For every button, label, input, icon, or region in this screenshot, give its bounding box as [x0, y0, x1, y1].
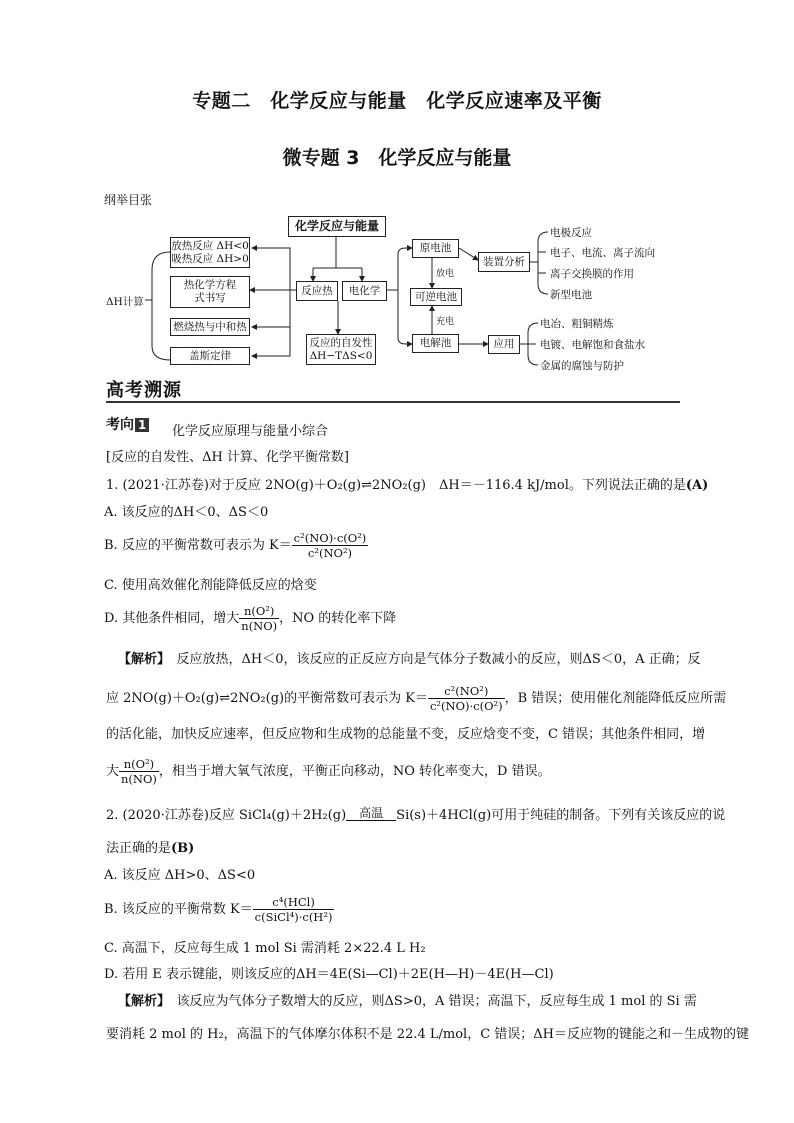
- q2-option-d: D. 若用 E 表示键能，则该反应的ΔH＝4E(Si—Cl)＋2E(H—H)－4E(H—Cl): [104, 967, 554, 982]
- q1-option-d: D. 其他条件相同，增大 $\frac{\text{n(O²)}}{n(NO)}$ ，NO 的转化率下降: [104, 604, 397, 633]
- outline-discharge: 放电: [436, 269, 455, 279]
- q1-stem: 1. (2021·江苏卷)对于反应 2NO(g)＋O₂(g)⇌2NO₂(g) ΔH＝－116.4 kJ/mol。下列说法正确的是(A): [106, 478, 709, 493]
- q2-explanation-line2: 要消耗 2 mol 的 H₂，高温下的气体摩尔体积不是 22.4 L/mol，C 错误；ΔH＝反应物的键能之和－生成物的键: [106, 1027, 749, 1042]
- q1-option-c: C. 使用高效催化剂能降低反应的焓变: [104, 578, 317, 593]
- q1-explanation-line2: 应 2NO(g)＋O₂(g)⇌2NO₂(g)的平衡常数可表示为 K＝ $\frac{\text{c²(NO²)}}{\text{c²(NO)·c(O²)}}$ ，B 错误；使用催化剂能降低反应所需: [106, 684, 727, 713]
- outline-device-item: 离子交换膜的作用: [550, 268, 634, 280]
- q2-stem-line2: 法正确的是(B): [106, 841, 195, 856]
- topic-sub: [反应的自发性、ΔH 计算、化学平衡常数]: [106, 450, 350, 465]
- topic-title: 化学反应原理与能量小综合: [172, 424, 329, 439]
- q2-condition: 高温: [359, 806, 384, 820]
- q1-explanation-line4: 大 $\frac{\text{n(O²)}}{n(NO)}$ ，相当于增大氧气浓度，平衡正向移动，NO 转化率变大，D 错误。: [106, 757, 551, 786]
- outline-box-cell: 原电池: [412, 239, 459, 258]
- outline-device-item: 电极反应: [550, 227, 592, 239]
- outline-label: 纲举目张: [104, 193, 153, 207]
- outline-device-item: 新型电池: [550, 289, 592, 301]
- outline-box-hess: 盖斯定律: [170, 347, 250, 365]
- outline-apply-item: 电镀、电解饱和食盐水: [540, 339, 645, 351]
- q1-explanation-line1: 【解析】 反应放热，ΔH＜0，该反应的正反应方向是气体分子数减小的反应，则ΔS＜0，A 正确；反: [118, 652, 701, 667]
- outline-box-device: 装置分析: [478, 252, 530, 272]
- outline-root: 化学反应与能量: [288, 216, 386, 237]
- outline-connectors: [0, 0, 794, 380]
- outline-box-electrolysis: 电解池: [412, 334, 459, 353]
- section-title: 高考溯源: [106, 380, 182, 401]
- outline-apply-item: 金属的腐蚀与防护: [540, 360, 624, 372]
- topic-badge-number: 1: [135, 418, 149, 432]
- topic-badge: 考向 1: [106, 414, 149, 434]
- q1-option-b: B. 反应的平衡常数可表示为 K＝ $\frac{\text{c²(NO)·c(O²)}}{\text{c²(NO²)}}$: [104, 531, 367, 560]
- q1-option-a: A. 该反应的ΔH＜0、ΔS＜0: [104, 505, 269, 520]
- q2-option-a: A. 该反应 ΔH>0、ΔS<0: [104, 868, 256, 883]
- outline-charge: 充电: [436, 317, 455, 327]
- outline-box-thermo-eq: 热化学方程式书写: [170, 276, 250, 308]
- page-subtitle: 微专题 3 化学反应与能量: [282, 147, 512, 169]
- outline-box-heat: 反应热: [296, 281, 338, 301]
- section-header: [106, 376, 680, 402]
- outline-box-reversible: 可逆电池: [410, 288, 462, 306]
- outline-apply-item: 电冶、粗铜精炼: [540, 318, 614, 330]
- q2-option-c: C. 高温下，反应每生成 1 mol Si 需消耗 2×22.4 L H₂: [104, 941, 426, 956]
- section-divider: [106, 401, 680, 403]
- outline-device-item: 电子、电流、离子流向: [550, 247, 655, 259]
- page-title: 专题二 化学反应与能量 化学反应速率及平衡: [192, 90, 602, 112]
- outline-left-label: ΔH计算: [106, 296, 144, 308]
- q2-option-b: B. 该反应的平衡常数 K＝ $\frac{\text{c⁴(HCl)}}{\text{c(SiCl⁴)·c(H²)}}$: [104, 895, 333, 924]
- outline-box-spont: 反应的自发性 ΔH−TΔS<0: [306, 334, 376, 365]
- outline-box-combustion: 燃烧热与中和热: [170, 318, 250, 336]
- q2-stem-line1: 2. (2020·江苏卷)反应 SiCl₄(g)＋2H₂(g) 高温 Si(s)＋4HCl(g)可用于纯硅的制备。下列有关该反应的说: [106, 806, 726, 823]
- outline-box-apply: 应用: [488, 335, 520, 354]
- outline-box-electro: 电化学: [342, 281, 387, 301]
- q2-explanation-line1: 【解析】 该反应为气体分子数增大的反应，则ΔS>0，A 错误；高温下，反应每生成 1 mol 的 Si 需: [118, 994, 697, 1009]
- q1-explanation-line3: 的活化能，加快反应速率，但反应物和生成物的总能量不变，反应焓变不变，C 错误；其他条件相同，增: [106, 727, 706, 742]
- outline-box-exo-endo: 放热反应 ΔH<0 吸热反应 ΔH>0: [170, 237, 250, 268]
